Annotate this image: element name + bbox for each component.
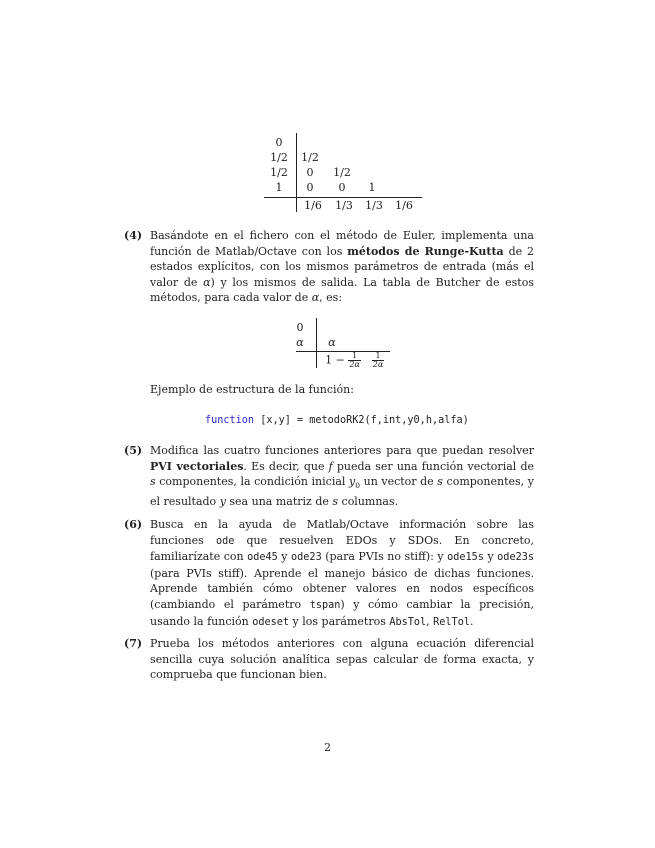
tableau-a43: 1 — [368, 181, 376, 194]
tableau-b1: 1/6 — [304, 199, 322, 212]
butcher-tableau-rk4 — [264, 133, 424, 213]
tableau-a31: 0 — [306, 166, 314, 179]
item-number: (7) — [124, 637, 143, 650]
tableau-a42: 0 — [338, 181, 346, 194]
item-text: Basándote en el fichero con el método de Euler, implementa una función de Matlab/Octave con los métodos de Runge-Kutta de 2 estados explícitos, con los mismos parámetros de entrada (más el valor de α) y los mismos de salida. La tabla de Butcher de estos métodos, para cada valor de α, es: — [150, 229, 535, 305]
code-keyword: function — [205, 415, 255, 426]
butcher-tableau-rk2 — [290, 318, 400, 372]
item-number: (5) — [124, 444, 143, 457]
tableau-c1: 1/2 — [270, 151, 288, 164]
tableau-b3: 1/3 — [365, 199, 383, 212]
tableau-a21: 1/2 — [301, 151, 319, 164]
item-text: Prueba los métodos anteriores con alguna ecuación diferencial sencilla cuya solución analítica sepas calcular de forma exacta, y comprueba que funcionan bien. — [150, 637, 534, 682]
tableau-b1: 1 − $\frac{1}{2\alpha}$ — [325, 351, 360, 369]
tableau-a32: 1/2 — [333, 166, 351, 179]
tableau-c3: 1 — [275, 181, 283, 194]
item-number: (4) — [124, 229, 143, 242]
tableau-vertical-rule — [316, 318, 317, 368]
tableau-b4: 1/6 — [395, 199, 413, 212]
tableau-b2: 1/3 — [335, 199, 353, 212]
tableau-c0: 0 — [275, 136, 283, 149]
item-number: (6) — [124, 518, 143, 531]
tableau-a41: 0 — [306, 181, 314, 194]
item-text: Modifica las cuatro funciones anteriores para que puedan resolver PVI vectoriales. Es decir, que f pueda ser una función vectorial de s componentes, la condición inicial $y_0$ un vector de s componentes, y el resultado y sea una matriz de s columnas. — [150, 444, 534, 508]
tableau-a21: α — [328, 336, 336, 349]
item-text: Busca en la ayuda de Matlab/Octave información sobre las funciones ode que resuelven EDOs y SDOs. En concreto, familiarízate con ode45 y ode23 (para PVIs no stiff): y ode15s y ode23s (para PVIs stiff). Aprende el manejo básico de dichas funciones. Aprende también cómo obtener valores en nodos específicos (cambiando el parámetro tspan) y cómo cambiar la precisión, usando la función odeset y los parámetros AbsTol, RelTol. — [150, 518, 535, 628]
tableau-c0: 0 — [296, 321, 304, 334]
page-number: 2 — [324, 741, 331, 754]
tableau-b2: $\frac{1}{2\alpha}$ — [372, 351, 384, 369]
example-label: Ejemplo de estructura de la función: — [150, 383, 354, 396]
code-signature: function [x,y] = metodoRK2(f,int,y0,h,alfa) — [205, 415, 469, 426]
tableau-c2: 1/2 — [270, 166, 288, 179]
tableau-c1: α — [296, 336, 304, 349]
